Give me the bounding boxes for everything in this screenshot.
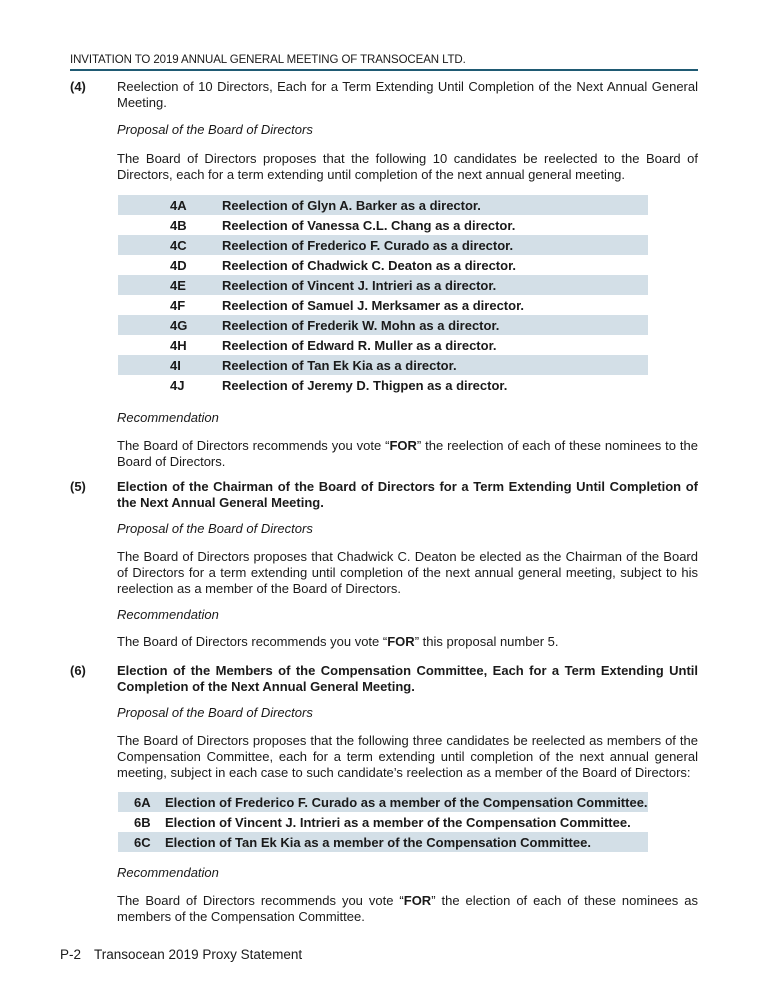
item-text: Reelection of Edward R. Muller as a director. (222, 337, 497, 353)
list-row (118, 315, 648, 335)
proposal-text: The Board of Directors proposes that the following 10 candidates be reelected to the Board of Directors, each for a term extending until completion of the next annual general meeting. (117, 151, 698, 182)
item-text: Reelection of Vincent J. Intrieri as a director. (222, 275, 648, 295)
item-code: 4I (118, 355, 222, 375)
list-row (118, 335, 648, 355)
running-header: INVITATION TO 2019 ANNUAL GENERAL MEETING OF TRANSOCEAN LTD. (70, 54, 698, 71)
recommendation-label: Recommendation (117, 607, 219, 622)
list-row (118, 295, 648, 315)
proposal-label: Proposal of the Board of Directors (117, 521, 313, 536)
rec-vote-for: FOR (387, 634, 415, 649)
proposal-6-section (70, 663, 698, 925)
proposal-label: Proposal of the Board of Directors (117, 122, 313, 137)
footer-title: Transocean 2019 Proxy Statement (94, 947, 303, 962)
recommendation-label: Recommendation (117, 410, 219, 425)
proposal-label: Proposal of the Board of Directors (117, 705, 313, 720)
recommendation-text (117, 438, 698, 470)
proposal-text: The Board of Directors proposes that Chadwick C. Deaton be elected as the Chairman of the Board of Directors for a term extending until completion of the next annual general meeting, subject to his reelection as a member of the Board of Directors. (117, 549, 698, 596)
item-code: 4F (170, 297, 186, 313)
proposal-number: (5) (70, 479, 86, 494)
item-text: Reelection of Chadwick C. Deaton as a director. (222, 257, 517, 273)
committee-list (118, 792, 648, 852)
item-text: Reelection of Frederico F. Curado as a director. (222, 235, 648, 255)
list-row (118, 792, 648, 812)
item-code: 4C (118, 235, 222, 255)
list-row (118, 215, 648, 235)
proposal-number: (4) (70, 79, 86, 94)
item-text: Reelection of Samuel J. Merksamer as a director. (222, 297, 525, 313)
item-code: 4J (170, 377, 185, 393)
director-list (118, 195, 648, 395)
item-text: Reelection of Vanessa C.L. Chang as a director. (222, 217, 516, 233)
item-text: Election of Tan Ek Kia as a member of the Compensation Committee. (165, 832, 648, 852)
rec-text-end: ” the election of each of these nominees as members of the Compensation Committee. (117, 893, 698, 924)
page-number: P-2 (60, 947, 82, 962)
item-code: 6B (134, 814, 151, 830)
item-code: 6C (118, 832, 165, 852)
rec-text-end: ” the reelection of each of these nominees to the Board of Directors. (117, 438, 698, 469)
rec-vote-for: FOR (403, 893, 432, 908)
item-text: Reelection of Frederik W. Mohn as a director. (222, 315, 648, 335)
list-row (118, 255, 648, 275)
list-row (118, 235, 648, 255)
rec-text-start: The Board of Directors recommends you vote “ (117, 634, 388, 649)
item-code: 4E (118, 275, 222, 295)
item-text: Election of Vincent J. Intrieri as a member of the Compensation Committee. (165, 814, 631, 830)
rec-text-start: The Board of Directors recommends you vote “ (117, 438, 390, 453)
proposal-number: (6) (70, 663, 86, 678)
item-code: 4G (118, 315, 222, 335)
recommendation-text (117, 893, 698, 925)
rec-text-start: The Board of Directors recommends you vote “ (117, 893, 404, 908)
list-row (118, 812, 648, 832)
rec-vote-for: FOR (389, 438, 417, 453)
list-row (118, 832, 648, 852)
page-footer (60, 947, 302, 962)
proposal-title: Election of the Members of the Compensation Committee, Each for a Term Extending Until Completion of the Next Annual General Meeting. (117, 663, 698, 694)
list-row (118, 355, 648, 375)
item-text: Election of Frederico F. Curado as a member of the Compensation Committee. (165, 792, 648, 812)
item-text: Reelection of Tan Ek Kia as a director. (222, 355, 648, 375)
list-row (118, 375, 648, 395)
item-code: 4H (170, 337, 187, 353)
proposal-title: Election of the Chairman of the Board of Directors for a Term Extending Until Completion of the Next Annual General Meeting. (117, 479, 698, 510)
item-code: 4D (170, 257, 187, 273)
rec-text-end: ” this proposal number 5. (414, 634, 559, 649)
item-text: Reelection of Jeremy D. Thigpen as a director. (222, 377, 508, 393)
proposal-text: The Board of Directors proposes that the following three candidates be reelected as members of the Compensation Committee, each for a term extending until completion of the next annual general meeting, subject in each case to such candidate’s reelection as a member of the Board of Directors: (117, 733, 698, 780)
item-text: Reelection of Glyn A. Barker as a director. (222, 195, 648, 215)
recommendation-text (117, 634, 698, 650)
list-row (118, 275, 648, 295)
item-code: 6A (118, 792, 165, 812)
item-code: 4B (170, 217, 187, 233)
proposal-5-section (70, 479, 698, 650)
proposal-4-section (70, 79, 698, 470)
list-row (118, 195, 648, 215)
proposal-title: Reelection of 10 Directors, Each for a Term Extending Until Completion of the Next Annual General Meeting. (117, 79, 698, 110)
recommendation-label: Recommendation (117, 865, 219, 880)
item-code: 4A (118, 195, 222, 215)
